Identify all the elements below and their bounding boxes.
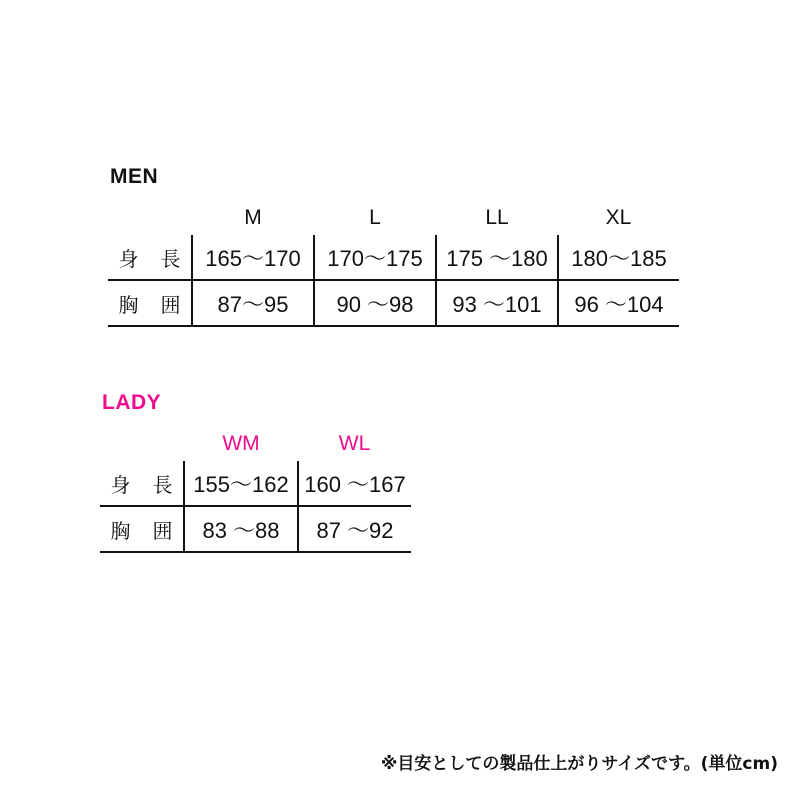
men-header-corner [108, 201, 192, 235]
men-height-label-char1: 身 [118, 248, 139, 271]
lady-height-label [100, 461, 184, 506]
lady-chest-row [100, 506, 411, 552]
men-size-header-l: L [369, 206, 381, 229]
lady-height-wm: 155〜162 [184, 461, 298, 506]
lady-chest-wm: 83 〜88 [184, 506, 298, 552]
men-height-label-char2: 長 [160, 248, 181, 271]
lady-header-row [100, 427, 411, 461]
lady-height-row [100, 461, 411, 506]
men-chest-ll: 93 〜101 [436, 280, 558, 326]
men-height-ll: 175 〜180 [436, 235, 558, 280]
men-height-label [108, 235, 192, 280]
men-chest-m: 87〜95 [192, 280, 314, 326]
lady-size-header-wl: WL [338, 432, 371, 455]
men-size-table [108, 201, 679, 327]
size-note: ※目安としての製品仕上がりサイズです。(単位cm) [380, 754, 778, 774]
lady-header-corner [100, 427, 184, 461]
men-height-m: 165〜170 [192, 235, 314, 280]
lady-size-section [100, 392, 411, 553]
men-size-header-m: M [244, 206, 262, 229]
men-chest-label [108, 280, 192, 326]
lady-chest-label-char1: 胸 [110, 520, 131, 543]
men-size-header-ll: LL [485, 206, 509, 229]
lady-chest-label [100, 506, 184, 552]
men-header-row [108, 201, 679, 235]
men-height-l: 170〜175 [314, 235, 436, 280]
lady-section-title: LADY [102, 391, 162, 414]
men-section-title: MEN [110, 165, 159, 188]
men-chest-label-char2: 囲 [160, 294, 181, 317]
men-height-row [108, 235, 679, 280]
lady-height-wl: 160 〜167 [298, 461, 411, 506]
lady-height-label-char2: 長 [152, 474, 173, 497]
men-height-xl: 180〜185 [558, 235, 679, 280]
lady-chest-wl: 87 〜92 [298, 506, 411, 552]
men-size-header-xl: XL [605, 206, 632, 229]
men-chest-xl: 96 〜104 [558, 280, 679, 326]
men-chest-l: 90 〜98 [314, 280, 436, 326]
men-chest-label-char1: 胸 [118, 294, 139, 317]
lady-size-table [100, 427, 411, 553]
men-chest-row [108, 280, 679, 326]
men-size-section [108, 166, 679, 327]
lady-height-label-char1: 身 [110, 474, 131, 497]
lady-size-header-wm: WM [222, 432, 260, 455]
lady-chest-label-char2: 囲 [152, 520, 173, 543]
